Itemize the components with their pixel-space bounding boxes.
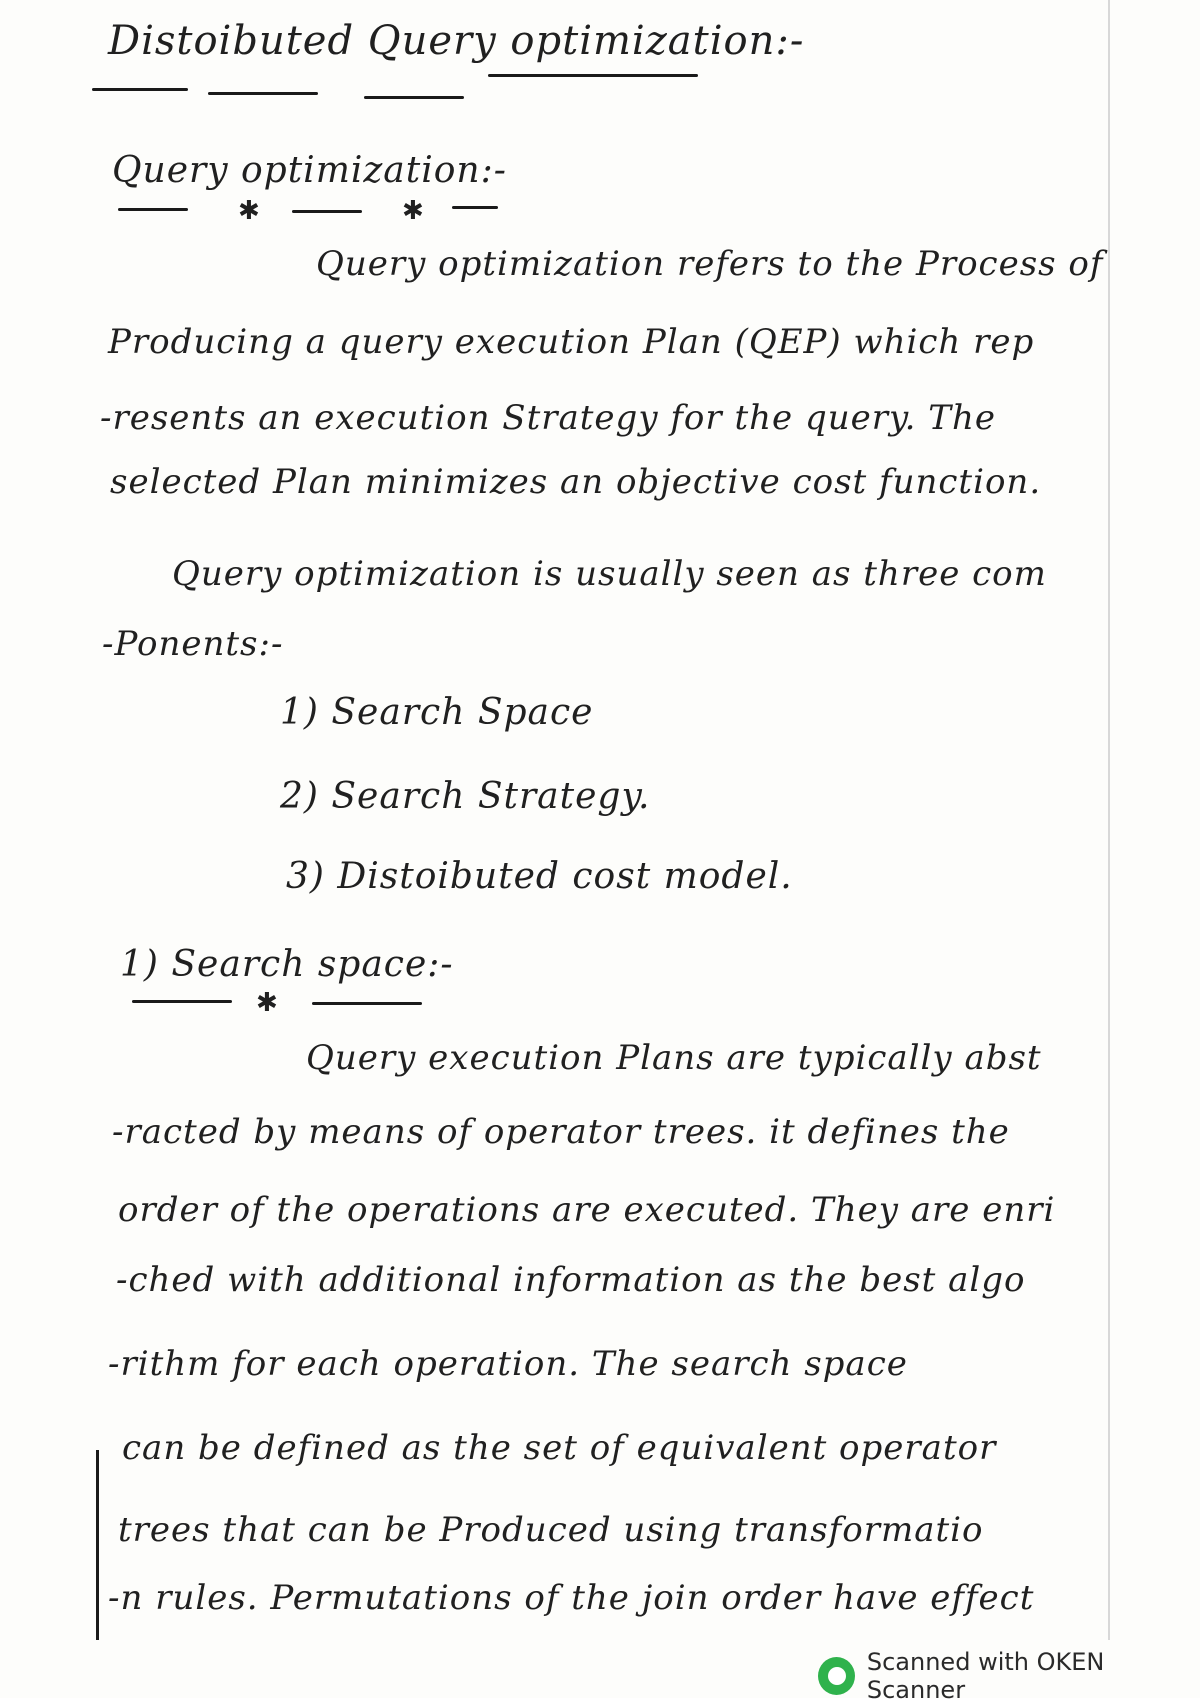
section-heading-query-optimization: Query optimization:- <box>112 150 507 191</box>
title-underline <box>364 96 464 99</box>
paragraph-line: can be defined as the set of equivalent operator <box>122 1428 997 1468</box>
paragraph-line: Producing a query execution Plan (QEP) which rep <box>108 322 1035 362</box>
section-heading-underline <box>452 206 498 209</box>
title-underline <box>488 74 698 77</box>
oken-scanner-logo-icon <box>818 1657 855 1695</box>
component-list-item: 3) Distoibuted cost model. <box>286 856 793 897</box>
section-heading-underline <box>132 1000 232 1003</box>
section-heading-search-space: 1) Search space:- <box>120 944 454 985</box>
star-mark: ✱ <box>402 196 424 226</box>
page-title: Distoibuted Query optimization:- <box>108 18 805 64</box>
paragraph-line: trees that can be Produced using transformatio <box>118 1510 984 1550</box>
margin-line <box>96 1450 99 1640</box>
paragraph-line: -racted by means of operator trees. it defines the <box>112 1112 1010 1152</box>
paragraph-line: selected Plan minimizes an objective cost function. <box>110 462 1042 502</box>
title-underline <box>92 88 188 91</box>
scanner-watermark <box>818 1648 1200 1704</box>
star-mark: ✱ <box>238 196 260 226</box>
paragraph-line: Query optimization refers to the Process of <box>316 244 1104 284</box>
watermark-text: Scanned with OKEN Scanner <box>866 1648 1105 1704</box>
page-edge-line <box>1108 0 1110 1640</box>
paragraph-line: Query execution Plans are typically abst <box>306 1038 1042 1078</box>
paragraph-line: -resents an execution Strategy for the query. The <box>100 398 996 438</box>
star-mark: ✱ <box>256 988 278 1018</box>
title-underline <box>208 92 318 95</box>
paragraph-line: -n rules. Permutations of the join order have effect <box>108 1578 1035 1618</box>
paragraph-line: -rithm for each operation. The search space <box>108 1344 908 1384</box>
component-list-item: 1) Search Space <box>280 692 594 733</box>
paragraph-line: Query optimization is usually seen as three com <box>172 554 1047 594</box>
section-heading-underline <box>312 1002 422 1005</box>
paragraph-line: -Ponents:- <box>102 624 284 664</box>
section-heading-underline <box>292 210 362 213</box>
paragraph-line: -ched with additional information as the best algo <box>116 1260 1026 1300</box>
component-list-item: 2) Search Strategy. <box>280 776 651 817</box>
paragraph-line: order of the operations are executed. They are enri <box>118 1190 1056 1230</box>
section-heading-underline <box>118 208 188 211</box>
